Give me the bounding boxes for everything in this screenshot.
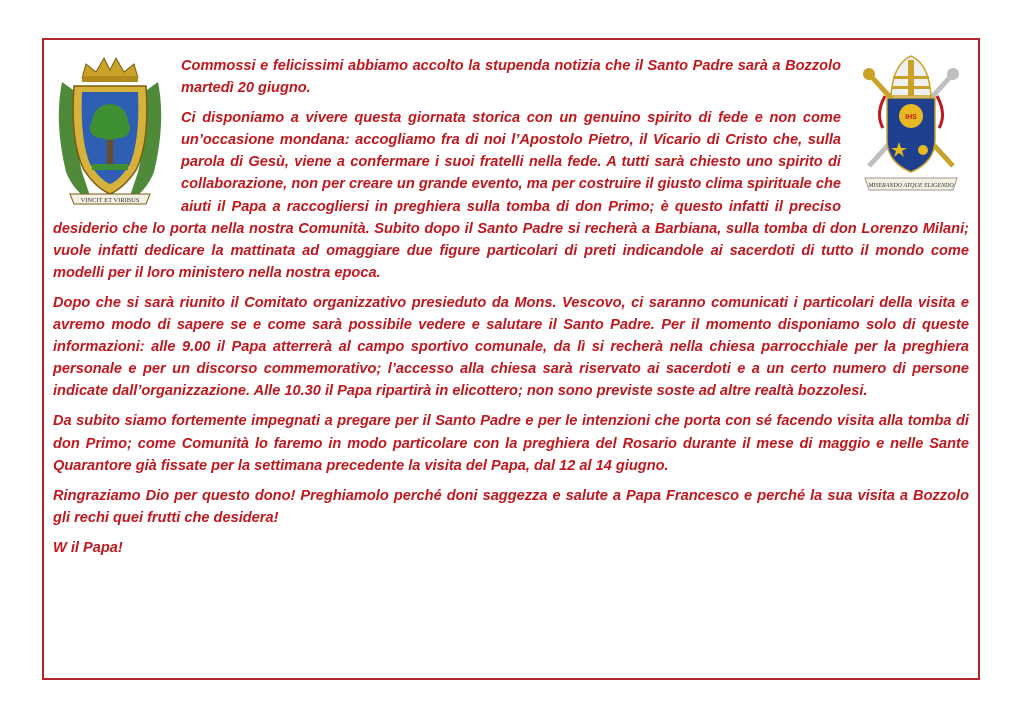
paragraph-prayer: Da subito siamo fortemente impegnati a pregare per il Santo Padre e per le intenzioni che porta con sé facendo visita alla tomba di don Primo; come Comunità lo faremo in modo particolare con la preghiera del Rosario durante il mese di maggio e nelle Sante Quarantore già fissate per la settimana precedente la visita del Papa, dal 12 al 14 giugno. (53, 413, 969, 474)
paragraph-closing: W il Papa! (53, 539, 123, 556)
papal-monogram: IHS (905, 114, 917, 121)
document-body (53, 55, 969, 567)
paragraph-program: Dopo che si sarà riunito il Comitato organizzativo presieduto da Mons. Vescovo, ci saranno comunicati i particolari della visita e avremo modo di sapere se e come sarà possibile vedere e salutare il Santo Padre. Per il momento disponiamo solo di queste informazioni: alle 9.00 il Papa atterrerà al campo sportivo comunale, da lì si recherà nella chiesa parrocchiale per la preghiera personale e per un discorso commemorativo; l’accesso alla chiesa sarà riservato ai sacerdoti e a un certo numero di persone indicate dall’organizzazione. Alle 10.30 il Papa ripartirà in elicottero; non sono previste soste ad altre realtà bozzolesi. (53, 294, 969, 400)
crest-left-motto: VINCIT ET VIRIBUS (80, 197, 140, 204)
crest-right-motto: MISERANDO ATQUE ELIGENDO (868, 183, 954, 189)
crest-right-space (841, 55, 969, 215)
paragraph-spirit: Ci disponiamo a vivere questa giornata storica con un genuino spirito di fede e non come un’occasione mondana: accogliamo fra di noi l’Apostolo Pietro, il Vicario di Cristo che, sulla parola di Gesù, viene a confermare i suoi fratelli nella fede. A tutti sarà chiesto uno spirito di collaborazione, non per creare un grande evento, ma per costruire il giusto clima spirituale che aiuti il Papa a raccogliersi in preghiera sulla tomba di don Primo; è questo infatti il preciso desiderio che lo porta nella nostra Comunità. Subito dopo il Santo Padre si recherà a Barbiana, sulla tomba di don Lorenzo Milani; vuole infatti dedicare la mattinata ad omaggiare due figure particolari di preti indicandole ai sacerdoti di tutto il mondo come modelli per il loro ministero nella nostra epoca. (53, 110, 969, 281)
crest-left-space (53, 55, 181, 215)
paragraph-thanks: Ringraziamo Dio per questo dono! Preghiamolo perché doni saggezza e salute a Papa Francesco e perché la sua visita a Bozzolo gli rechi quei frutti che desidera! (53, 487, 969, 526)
paragraph-announcement: Commossi e felicissimi abbiamo accolto la stupenda notizia che il Santo Padre sarà a Bozzolo martedì 20 giugno. (181, 58, 841, 97)
